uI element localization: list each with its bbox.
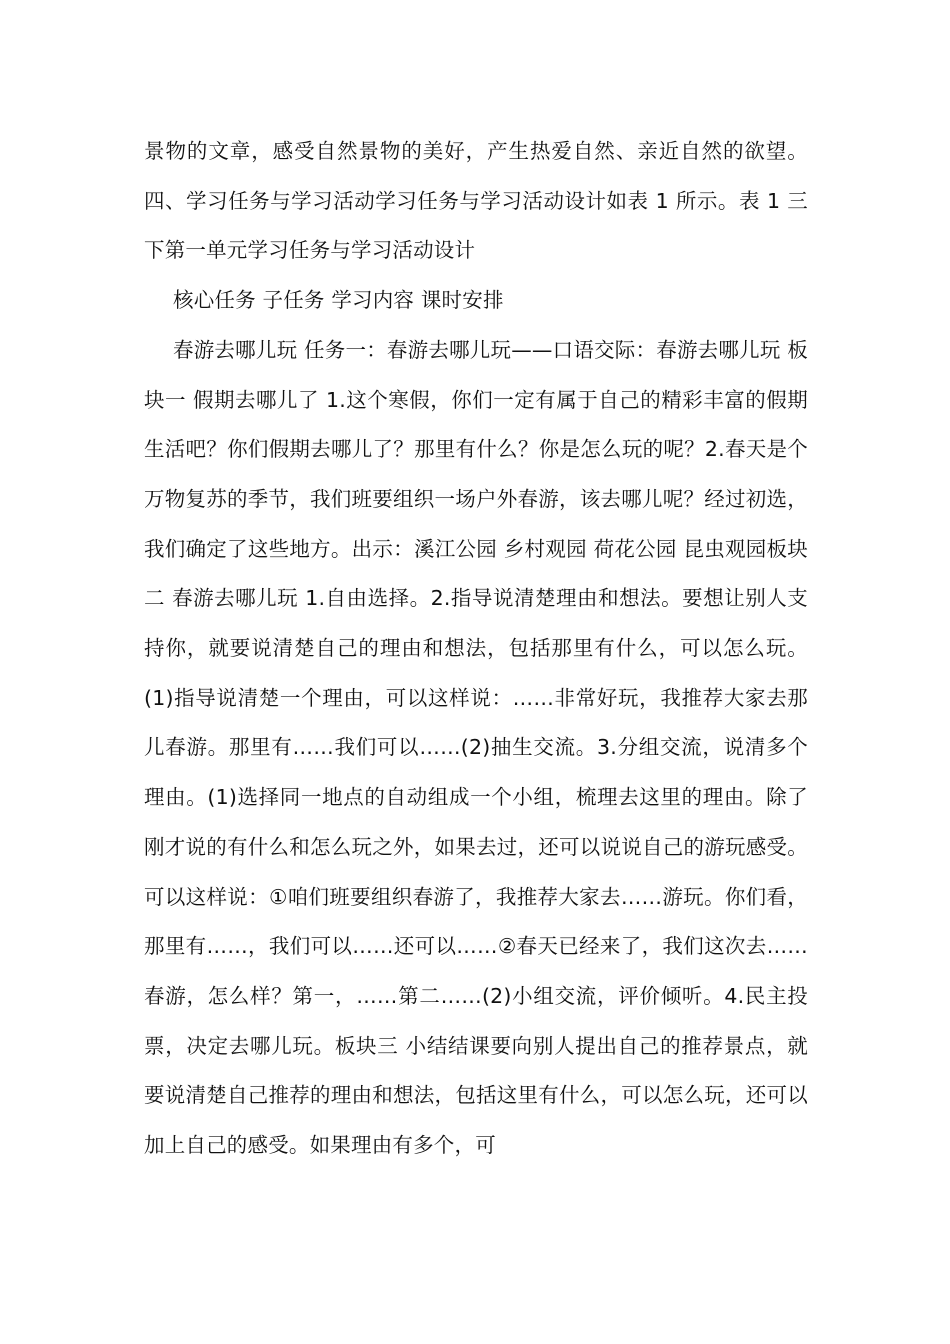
document-body	[144, 127, 808, 1171]
table-content-paragraph: 春游去哪儿玩 任务一：春游去哪儿玩——口语交际：春游去哪儿玩 板块一 假期去哪儿了 1.这个寒假，你们一定有属于自己的精彩丰富的假期生活吧？你们假期去哪儿了？那里有什么？你是怎么玩的呢？2.春天是个万物复苏的季节，我们班要组织一场户外春游，该去哪儿呢？经过初选，我们确定了这些地方。出示：溪江公园 乡村观园 荷花公园 昆虫观园板块二 春游去哪儿玩 1.自由选择。2.指导说清楚理由和想法。要想让别人支持你，就要说清楚自己的理由和想法，包括那里有什么，可以怎么玩。(1)指导说清楚一个理由，可以这样说：……非常好玩，我推荐大家去那儿春游。那里有……我们可以……(2)抽生交流。3.分组交流，说清多个理由。(1)选择同一地点的自动组成一个小组，梳理去这里的理由。除了刚才说的有什么和怎么玩之外，如果去过，还可以说说自己的游玩感受。可以这样说：①咱们班要组织春游了，我推荐大家去……游玩。你们看，那里有……，我们可以……还可以……②春天已经来了，我们这次去……春游，怎么样？第一，……第二……(2)小组交流，评价倾听。4.民主投票，决定去哪儿玩。板块三 小结结课要向别人提出自己的推荐景点，就要说清楚自己推荐的理由和想法，包括这里有什么，可以怎么玩，还可以加上自己的感受。如果理由有多个，可	[144, 337, 808, 1158]
paragraph-continuation: 景物的文章，感受自然景物的美好，产生热爱自然、亲近自然的欲望。四、学习任务与学习活动学习任务与学习活动设计如表 1 所示。表 1 三下第一单元学习任务与学习活动设计	[144, 139, 808, 263]
table-header-row: 核心任务 子任务 学习内容 课时安排	[173, 288, 504, 313]
